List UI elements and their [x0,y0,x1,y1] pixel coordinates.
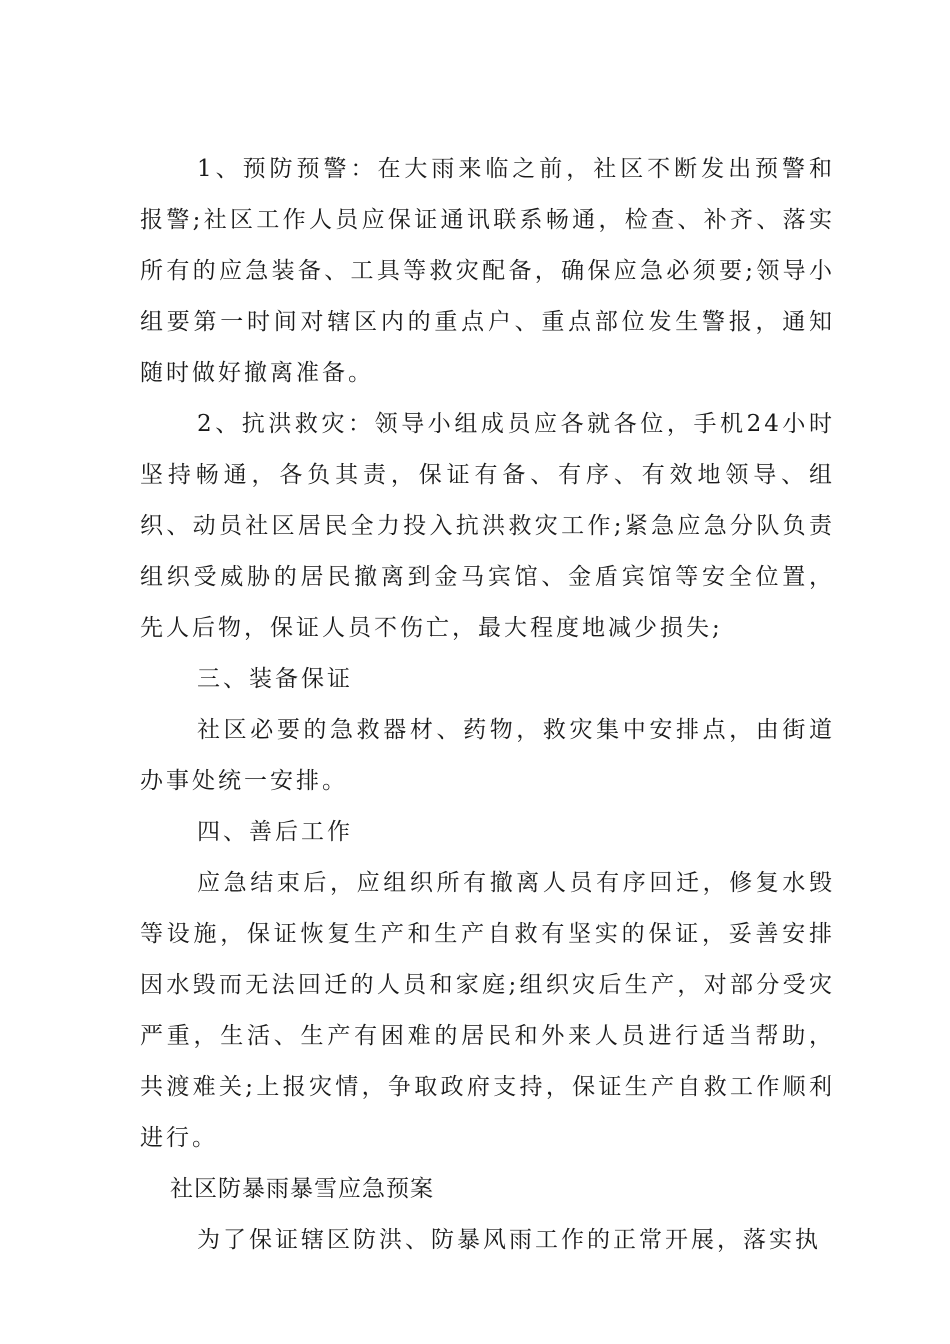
paragraph-flood-rescue: 2、抗洪救灾：领导小组成员应各就各位，手机24小时坚持畅通，各负其责，保证有备、有序、有效地领导、组织、动员社区居民全力投入抗洪救灾工作;紧急应急分队负责组织受威胁的居民撤离到金马宾馆、金盾宾馆等安全位置，先人后物，保证人员不伤亡，最大程度地减少损失; [140,411,835,641]
section-heading-aftermath: 四、善后工作 [197,819,353,845]
section-heading-equipment: 三、装备保证 [197,666,353,692]
paragraph-prevention-warning: 1、预防预警：在大雨来临之前，社区不断发出预警和报警;社区工作人员应保证通讯联系畅通，检查、补齐、落实所有的应急装备、工具等救灾配备，确保应急必须要;领导小组要第一时间对辖区内的重点户、重点部位发生警报，通知随时做好撤离准备。 [140,156,835,386]
document-body [140,144,835,1266]
paragraph-intro: 为了保证辖区防洪、防暴风雨工作的正常开展，落实执 [197,1227,821,1253]
document-title: 社区防暴雨暴雪应急预案 [170,1176,434,1202]
paragraph-equipment: 社区必要的急救器材、药物，救灾集中安排点，由街道办事处统一安排。 [140,717,835,794]
paragraph-aftermath: 应急结束后，应组织所有撤离人员有序回迁，修复水毁等设施，保证恢复生产和生产自救有坚实的保证，妥善安排因水毁而无法回迁的人员和家庭;组织灾后生产，对部分受灾严重，生活、生产有困难的居民和外来人员进行适当帮助，共渡难关;上报灾情，争取政府支持，保证生产自救工作顺利进行。 [140,870,835,1151]
